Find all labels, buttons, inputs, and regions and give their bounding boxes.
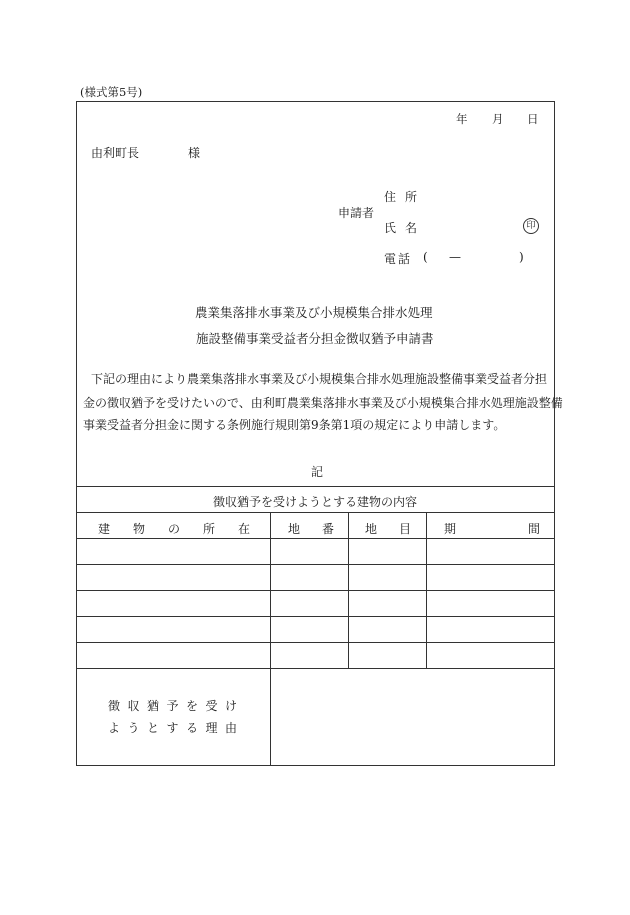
address-label: 住所 — [384, 190, 427, 204]
table-cell-period[interactable] — [427, 539, 554, 564]
date-day-label: 日 — [527, 112, 539, 126]
name-label: 氏名 — [384, 221, 427, 235]
table-cell-category[interactable] — [349, 565, 425, 590]
table-cell-lot[interactable] — [271, 617, 347, 642]
column-header-category: 地目 — [365, 522, 434, 536]
table-cell-location[interactable] — [77, 591, 269, 616]
table-cell-period[interactable] — [427, 565, 554, 590]
table-heading: 徴収猶予を受けようとする建物の内容 — [212, 495, 417, 509]
body-text-line3: 事業受益者分担金に関する条例施行規則第9条第1項の規定により申請します。 — [83, 418, 506, 432]
form-title-line1: 農業集落排水事業及び小規模集合排水処理 — [195, 305, 433, 320]
body-text-line2: 金の徴収猶予を受けたいので、由利町農業集落排水事業及び小規模集合排水処理施設整備 — [83, 396, 563, 410]
table-cell-location[interactable] — [77, 617, 269, 642]
table-cell-lot[interactable] — [271, 591, 347, 616]
reason-input[interactable] — [271, 669, 554, 765]
addressee-honorific: 様 — [188, 146, 201, 160]
date-year-label: 年 — [456, 112, 468, 126]
table-cell-period[interactable] — [427, 591, 554, 616]
table-heading-rule — [76, 512, 555, 513]
applicant-label: 申請者 — [338, 206, 375, 220]
body-text-line1: 下記の理由により農業集落排水事業及び小規模集合排水処理施設整備事業受益者分担 — [91, 372, 548, 386]
phone-close-paren: ) — [519, 250, 524, 264]
column-header-location: 建物の所在 — [98, 522, 274, 536]
column-header-lot: 地番 — [288, 522, 357, 536]
date-month-label: 月 — [492, 112, 504, 126]
form-number: (様式第5号) — [80, 85, 143, 99]
table-cell-category[interactable] — [349, 643, 425, 668]
reason-label-line2: ようとする理由 — [108, 721, 245, 735]
table-cell-category[interactable] — [349, 591, 425, 616]
form-title-line2: 施設整備事業受益者分担金徴収猶予申請書 — [196, 331, 434, 346]
table-cell-location[interactable] — [77, 643, 269, 668]
table-cell-period[interactable] — [427, 617, 554, 642]
seal-icon: 印 — [523, 218, 539, 234]
column-header-period-start: 期 — [444, 522, 457, 536]
phone-label: 電話 — [384, 252, 413, 266]
table-cell-location[interactable] — [77, 565, 269, 590]
table-cell-lot[interactable] — [271, 565, 347, 590]
ki-mark: 記 — [311, 465, 324, 479]
table-cell-category[interactable] — [349, 617, 425, 642]
column-header-period-end: 間 — [528, 522, 541, 536]
addressee-name: 由利町長 — [91, 146, 140, 160]
table-cell-lot[interactable] — [271, 539, 347, 564]
table-top-rule — [76, 486, 555, 487]
table-cell-location[interactable] — [77, 539, 269, 564]
phone-open-paren: ( — [423, 250, 428, 264]
reason-label-line1: 徴収猶予を受け — [108, 699, 245, 713]
table-cell-category[interactable] — [349, 539, 425, 564]
table-cell-period[interactable] — [427, 643, 554, 668]
table-cell-lot[interactable] — [271, 643, 347, 668]
phone-separator: — — [449, 250, 461, 264]
